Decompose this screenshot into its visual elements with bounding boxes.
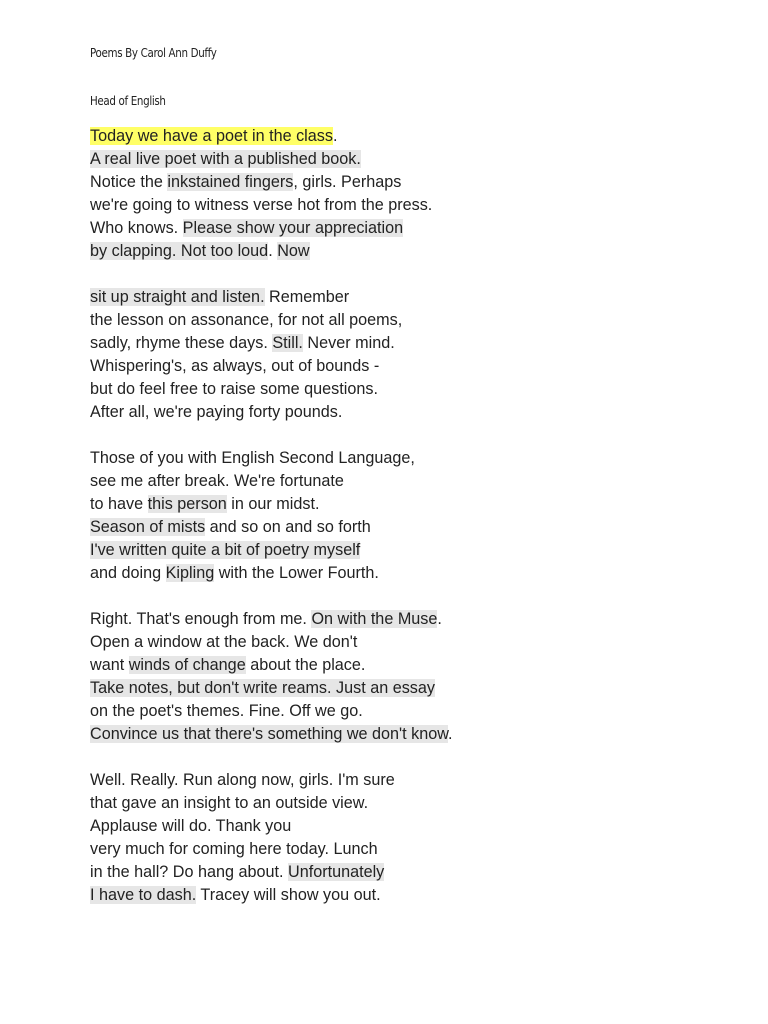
poem-line — [90, 815, 690, 838]
text-segment: Open a window at the back. We don't — [90, 633, 358, 651]
text-segment: Remember — [264, 288, 350, 306]
highlighted-text: I have to dash. — [90, 886, 197, 904]
poem-line — [90, 700, 690, 723]
text-segment: Whispering's, as always, out of bounds - — [90, 357, 380, 375]
text-segment: the lesson on assonance, for not all poems, — [90, 311, 403, 329]
poem-line — [90, 470, 690, 493]
text-segment: that gave an insight to an outside view. — [90, 794, 369, 812]
text-segment: and doing — [90, 564, 166, 582]
poem-line — [90, 838, 690, 861]
text-segment: After all, we're paying forty pounds. — [90, 403, 343, 421]
highlighted-text: inkstained fingers — [167, 173, 294, 191]
poem-line — [90, 493, 690, 516]
text-segment: Who knows. — [90, 219, 183, 237]
text-segment: Applause will do. Thank you — [90, 817, 292, 835]
poem-line — [90, 723, 690, 746]
poem-title: Head of English — [90, 94, 166, 108]
poem-line — [90, 516, 690, 539]
highlighted-text: Kipling — [165, 564, 215, 582]
poem-line — [90, 171, 690, 194]
text-segment: Never mind. — [302, 334, 395, 352]
stanza — [90, 769, 690, 907]
text-segment: Right. That's enough from me. — [90, 610, 312, 628]
highlighted-text: Unfortunately — [288, 863, 385, 881]
highlighted-text: A real live poet with a published book. — [90, 150, 361, 168]
highlighted-text: sit up straight and listen. — [90, 288, 265, 306]
poem-line — [90, 240, 690, 263]
highlighted-text: Still. — [272, 334, 303, 352]
poem-line — [90, 654, 690, 677]
poem-line — [90, 125, 690, 148]
text-segment: Well. Really. Run along now, girls. I'm sure — [90, 771, 395, 789]
highlighted-text: this person — [147, 495, 227, 513]
text-segment: sadly, rhyme these days. — [90, 334, 273, 352]
poem-line — [90, 677, 690, 700]
text-segment: . — [437, 610, 442, 628]
text-segment: to have — [90, 495, 148, 513]
stanza — [90, 608, 690, 746]
text-segment: in the hall? Do hang about. — [90, 863, 288, 881]
text-segment: . — [448, 725, 453, 743]
poem-line — [90, 194, 690, 217]
highlighted-text: Season of mists — [90, 518, 206, 536]
poem-line — [90, 884, 690, 907]
poem-line — [90, 286, 690, 309]
text-segment: , girls. Perhaps — [293, 173, 402, 191]
text-segment: on the poet's themes. Fine. Off we go. — [90, 702, 363, 720]
text-segment: want — [90, 656, 129, 674]
highlighted-text: On with the Muse — [311, 610, 438, 628]
text-segment: we're going to witness verse hot from the press. — [90, 196, 433, 214]
poem-line — [90, 401, 690, 424]
poem-line — [90, 608, 690, 631]
highlighted-text: winds of change — [128, 656, 246, 674]
poem-line — [90, 309, 690, 332]
highlighted-text: Convince us that there's something we don't know — [90, 725, 449, 743]
text-segment: Tracey will show you out. — [196, 886, 381, 904]
stanza — [90, 125, 690, 263]
poem-line — [90, 769, 690, 792]
text-segment: about the place. — [245, 656, 366, 674]
poem-line — [90, 217, 690, 240]
poem-line — [90, 447, 690, 470]
text-segment: . — [268, 242, 278, 260]
text-segment: Those of you with English Second Language, — [90, 449, 415, 467]
text-segment: but do feel free to raise some questions. — [90, 380, 378, 398]
document-title: Poems By Carol Ann Duffy — [90, 46, 217, 60]
poem-line — [90, 631, 690, 654]
poem-line — [90, 148, 690, 171]
text-segment: and so on and so forth — [205, 518, 371, 536]
poem-line — [90, 378, 690, 401]
text-segment: . — [332, 127, 338, 145]
poem-line — [90, 332, 690, 355]
stanza — [90, 286, 690, 424]
poem-line — [90, 861, 690, 884]
highlighted-text: Take notes, but don't write reams. Just an essay — [90, 679, 435, 697]
highlighted-text-yellow: Today we have a poet in the class — [90, 127, 333, 145]
poem-line — [90, 792, 690, 815]
highlighted-text: Now — [277, 242, 310, 260]
text-segment: in our midst. — [226, 495, 320, 513]
poem-line — [90, 562, 690, 585]
poem-line — [90, 539, 690, 562]
text-segment: with the Lower Fourth. — [214, 564, 379, 582]
stanza — [90, 447, 690, 585]
highlighted-text: by clapping. Not too loud — [90, 242, 269, 260]
poem-body — [90, 125, 690, 930]
text-segment: Notice the — [90, 173, 168, 191]
highlighted-text: Please show your appreciation — [182, 219, 404, 237]
text-segment: very much for coming here today. Lunch — [90, 840, 378, 858]
text-segment: see me after break. We're fortunate — [90, 472, 344, 490]
poem-line — [90, 355, 690, 378]
highlighted-text: I've written quite a bit of poetry myself — [90, 541, 361, 559]
